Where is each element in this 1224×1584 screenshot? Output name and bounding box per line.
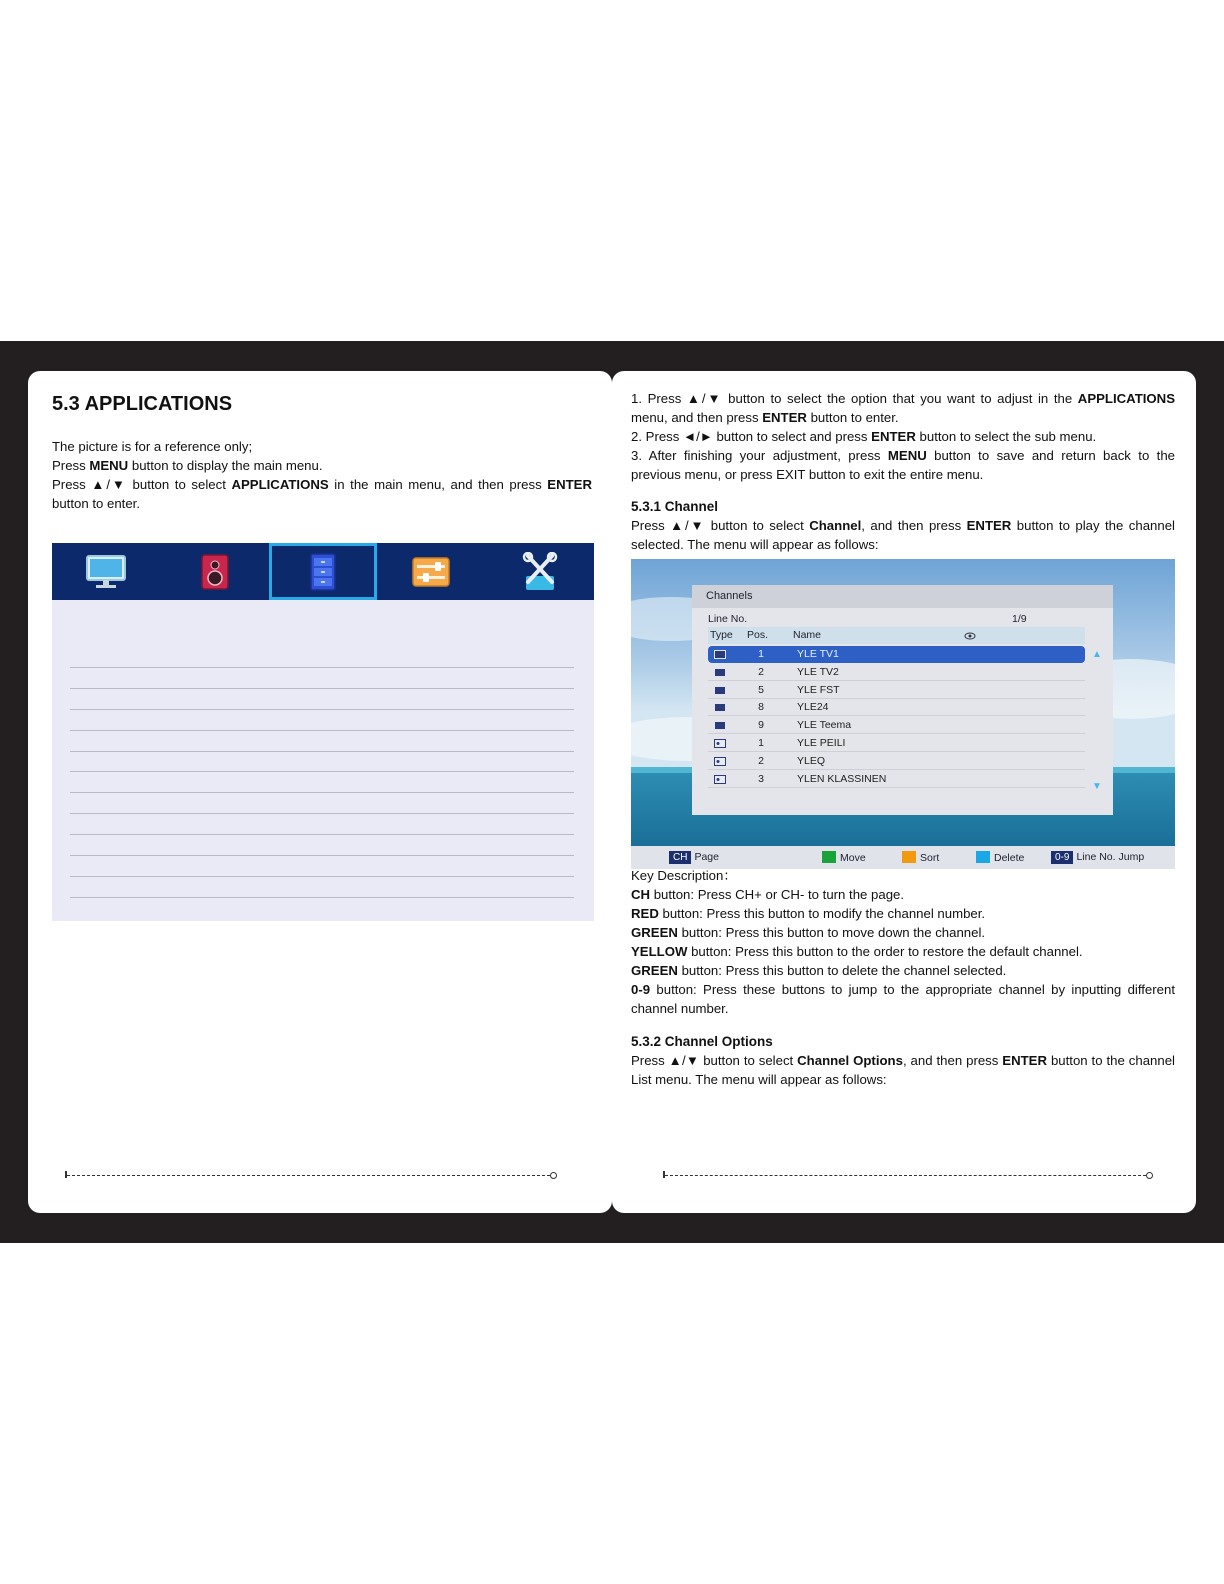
channel-name: YLE TV2 [797, 665, 839, 678]
step-1: 1. Press ▲/▼ button to select the option that you want to adjust in the APPLICATIONS menu, and then press ENTER button to enter. [631, 391, 1175, 425]
right-footer-rule [665, 1175, 1146, 1176]
channel-name: YLE TV1 [797, 648, 839, 660]
menu-item-setup[interactable] [377, 543, 485, 600]
page-indicator: 1/9 [1012, 613, 1027, 625]
channel-name: YLE24 [797, 701, 829, 714]
channel-text: Press ▲/▼ button to select Channel, and then press ENTER button to play the channel selected. The menu will appear as follows: [631, 518, 1175, 552]
channel-pos: 1 [758, 648, 764, 660]
key-description-item: GREEN button: Press this button to move down the channel. [631, 925, 986, 940]
hint-page: CH Page [669, 851, 719, 864]
channel-pos: 2 [758, 754, 764, 767]
channel-pos: 9 [758, 719, 764, 732]
blue-key-icon [976, 851, 990, 863]
tools-icon [520, 552, 560, 592]
channel-heading: 5.3.1 Channel [631, 499, 719, 514]
channel-options-heading: 5.3.2 Channel Options [631, 1034, 773, 1049]
tv-icon [714, 668, 726, 680]
channel-name: YLE PEILI [797, 737, 846, 749]
channel-row[interactable] [708, 682, 1085, 699]
intro-line-2: Press MENU button to display the main menu. [52, 458, 323, 473]
line-no-label: Line No. [708, 613, 748, 625]
main-menu-screenshot [52, 543, 594, 921]
channel-row[interactable] [708, 699, 1085, 716]
radio-icon [714, 739, 726, 751]
ch-key: CH [669, 851, 691, 864]
scroll-down-icon[interactable]: ▼ [1092, 781, 1102, 792]
channel-name: YLE Teema [797, 719, 852, 732]
settings-sliders-icon [411, 556, 451, 588]
channel-pos: 3 [758, 772, 764, 785]
col-name: Name [793, 629, 822, 641]
key-description-item: 0-9 button: Press these buttons to jump to the appropriate channel by inputting different channel number. [631, 982, 1175, 1016]
key-description [631, 866, 1175, 1018]
speaker-icon [199, 553, 231, 591]
right-page [612, 371, 1196, 1213]
radio-icon [714, 775, 726, 787]
menu-item-tools[interactable] [486, 543, 594, 600]
yellow-key-icon [902, 851, 916, 863]
channel-list-header [708, 627, 1085, 644]
col-pos: Pos. [747, 629, 769, 641]
green-key-icon [822, 851, 836, 863]
channel-row[interactable] [708, 646, 1085, 663]
channel-menu-screenshot [631, 559, 1175, 869]
key-description-item: GREEN button: Press this button to delete the channel selected. [631, 963, 1007, 978]
key-list [631, 885, 1175, 1018]
channel-pos: 2 [758, 665, 764, 678]
key-description-item: CH button: Press CH+ or CH- to turn the page. [631, 887, 905, 902]
hint-delete: Delete [976, 851, 1024, 864]
step-3: 3. After finishing your adjustment, press MENU button to save and return back to the previous menu, or press EXIT button to exit the entire menu. [631, 448, 1175, 482]
channel-row[interactable] [708, 771, 1085, 788]
hint-jump: 0-9 Line No. Jump [1051, 851, 1144, 864]
channels-panel [692, 585, 1113, 815]
channel-row[interactable] [708, 664, 1085, 681]
lock-eye-icon [962, 632, 978, 640]
channels-title: Channels [692, 585, 1113, 608]
intro-line-1: The picture is for a reference only; [52, 439, 253, 454]
tv-icon [714, 650, 726, 662]
scroll-up-icon[interactable]: ▲ [1092, 649, 1102, 660]
radio-icon [714, 757, 726, 769]
intro-line-3: Press ▲/▼ button to select APPLICATIONS in the main menu, and then press ENTER button to enter. [52, 477, 592, 511]
left-page [28, 371, 612, 1213]
key-description-item: RED button: Press this button to modify the channel number. [631, 906, 986, 921]
channel-options-text: Press ▲/▼ button to select Channel Options, and then press ENTER button to the channel List menu. The menu will appear as follows: [631, 1053, 1175, 1087]
hint-sort: Sort [902, 851, 939, 864]
col-type: Type [710, 629, 733, 641]
menu-item-sound[interactable] [160, 543, 268, 600]
key-description-item: YELLOW button: Press this button to the order to restore the default channel. [631, 944, 1083, 959]
channel-pos: 8 [758, 701, 764, 714]
channel-name: YLEN KLASSINEN [797, 772, 887, 785]
left-footer-rule [67, 1175, 550, 1176]
menu-item-picture[interactable] [52, 543, 160, 600]
channel-row[interactable] [708, 753, 1085, 770]
tv-icon [714, 686, 726, 698]
hint-move: Move [822, 851, 866, 864]
intro-text [52, 437, 592, 513]
monitor-icon [85, 554, 127, 590]
number-key: 0-9 [1051, 851, 1073, 864]
menu-item-applications[interactable] [269, 543, 377, 600]
step-2: 2. Press ◄/► button to select and press ENTER button to select the sub menu. [631, 429, 1097, 444]
applications-icon [305, 552, 341, 592]
channel-pos: 5 [758, 683, 764, 696]
channel-row[interactable] [708, 735, 1085, 752]
channel-row[interactable] [708, 717, 1085, 734]
steps-text [631, 389, 1175, 484]
channel-name: YLE FST [797, 683, 840, 696]
main-menu-bar [52, 543, 594, 600]
channel-name: YLEQ [797, 754, 826, 767]
menu-empty-list [70, 667, 574, 918]
section-heading: 5.3 APPLICATIONS [52, 393, 233, 415]
tv-icon [714, 721, 726, 733]
channel-pos: 1 [758, 737, 764, 749]
key-description-title: Key Description： [631, 868, 737, 883]
tv-icon [714, 703, 726, 715]
